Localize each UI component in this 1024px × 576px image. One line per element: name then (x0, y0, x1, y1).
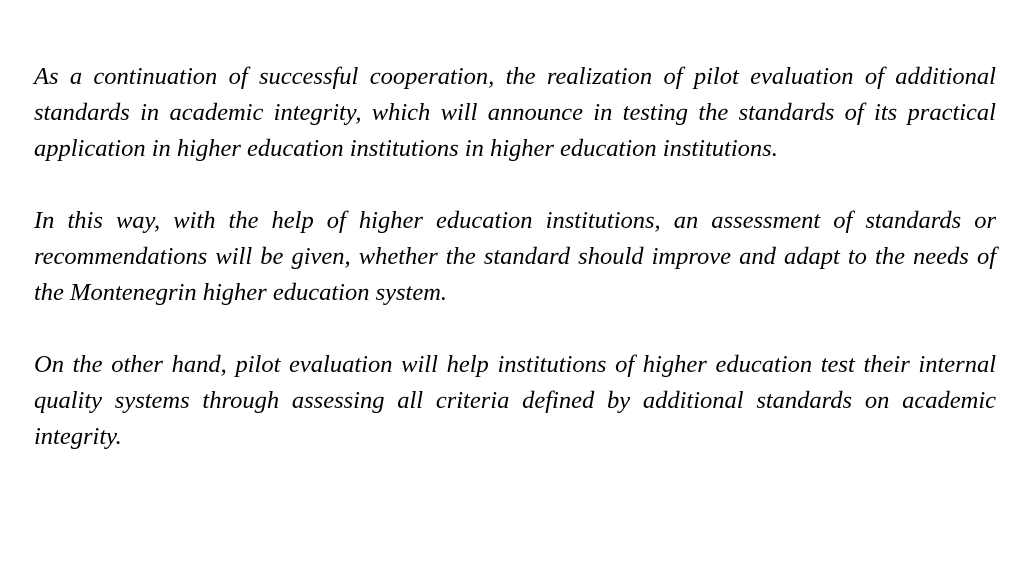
paragraph-1: As a continuation of successful cooperation, the realization of pilot evaluation of additional standards in academic integrity, which will announce in testing the standards of its practical application in higher education institutions in higher education institutions. (34, 63, 996, 162)
paragraph-2: In this way, with the help of higher education institutions, an assessment of standards or recommendations will be given, whether the standard should improve and adapt to the needs of the Montenegrin higher education system. (34, 207, 996, 306)
slide-body (34, 59, 996, 491)
paragraph-3: On the other hand, pilot evaluation will help institutions of higher education test their internal quality systems through assessing all criteria defined by additional standards on academic integrity. (34, 351, 996, 450)
